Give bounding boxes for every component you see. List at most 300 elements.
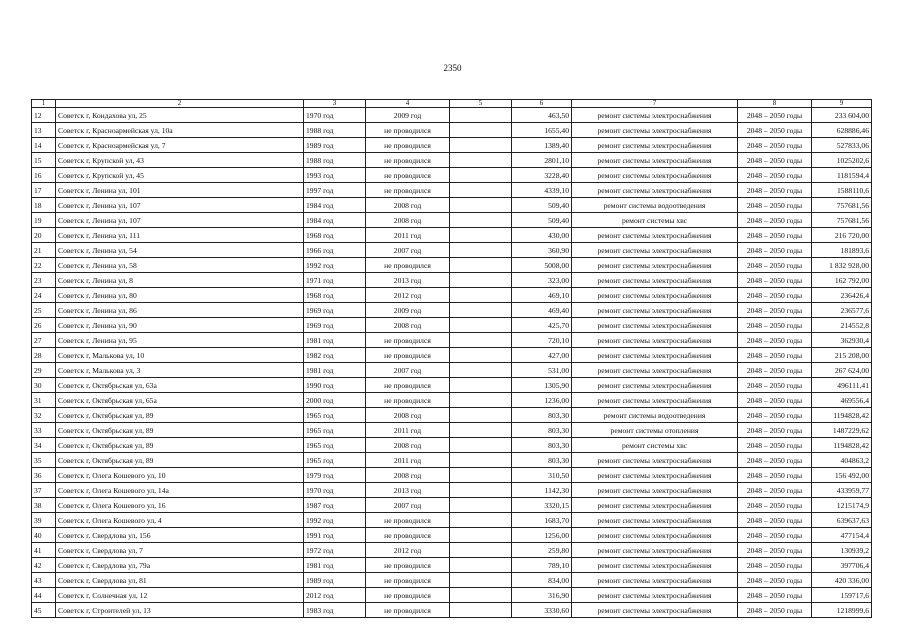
row-number: 41: [32, 543, 56, 558]
area-cell: 2801,10: [512, 153, 572, 168]
area-cell: 427,00: [512, 348, 572, 363]
cost-cell: 1588110,6: [812, 183, 872, 198]
build-year-cell: 1972 год: [304, 543, 366, 558]
blank-cell: [450, 348, 512, 363]
work-type-cell: ремонт системы электроснабжения: [572, 243, 738, 258]
build-year-cell: 1970 год: [304, 483, 366, 498]
period-cell: 2048 – 2050 годы: [738, 543, 812, 558]
work-type-cell: ремонт системы электроснабжения: [572, 258, 738, 273]
period-cell: 2048 – 2050 годы: [738, 213, 812, 228]
address-cell: Советск г, Крупской ул, 45: [56, 168, 304, 183]
period-cell: 2048 – 2050 годы: [738, 348, 812, 363]
blank-cell: [450, 333, 512, 348]
address-cell: Советск г, Олега Кошевого ул, 16: [56, 498, 304, 513]
area-cell: 803,30: [512, 453, 572, 468]
build-year-cell: 1981 год: [304, 333, 366, 348]
work-type-cell: ремонт системы хвс: [572, 213, 738, 228]
period-cell: 2048 – 2050 годы: [738, 573, 812, 588]
address-cell: Советск г, Ленина ул, 58: [56, 258, 304, 273]
table-row: [32, 288, 872, 303]
period-cell: 2048 – 2050 годы: [738, 108, 812, 123]
column-header: 1: [32, 100, 56, 108]
area-cell: 509,40: [512, 213, 572, 228]
row-number: 12: [32, 108, 56, 123]
last-repair-cell: 2008 год: [366, 438, 450, 453]
row-number: 23: [32, 273, 56, 288]
table-row: [32, 498, 872, 513]
cost-cell: 215 208,00: [812, 348, 872, 363]
build-year-cell: 1987 год: [304, 498, 366, 513]
build-year-cell: 1966 год: [304, 243, 366, 258]
area-cell: 803,30: [512, 423, 572, 438]
table-row: [32, 588, 872, 603]
last-repair-cell: 2013 год: [366, 273, 450, 288]
page-number: 2350: [443, 63, 462, 73]
area-cell: 1655,40: [512, 123, 572, 138]
area-cell: 469,40: [512, 303, 572, 318]
row-number: 13: [32, 123, 56, 138]
column-header: 4: [366, 100, 450, 108]
work-type-cell: ремонт системы электроснабжения: [572, 228, 738, 243]
address-cell: Советск г, Октябрьская ул, 89: [56, 423, 304, 438]
period-cell: 2048 – 2050 годы: [738, 123, 812, 138]
row-number: 35: [32, 453, 56, 468]
row-number: 45: [32, 603, 56, 618]
area-cell: 360,90: [512, 243, 572, 258]
work-type-cell: ремонт системы электроснабжения: [572, 573, 738, 588]
address-cell: Советск г, Крупской ул, 43: [56, 153, 304, 168]
last-repair-cell: 2007 год: [366, 243, 450, 258]
area-cell: 425,70: [512, 318, 572, 333]
column-header: 7: [572, 100, 738, 108]
blank-cell: [450, 378, 512, 393]
area-cell: 1389,40: [512, 138, 572, 153]
blank-cell: [450, 168, 512, 183]
build-year-cell: 2000 год: [304, 393, 366, 408]
blank-cell: [450, 603, 512, 618]
build-year-cell: 1965 год: [304, 438, 366, 453]
row-number: 37: [32, 483, 56, 498]
table-row: [32, 573, 872, 588]
table-row: [32, 303, 872, 318]
cost-cell: 1218999,6: [812, 603, 872, 618]
area-cell: 3228,40: [512, 168, 572, 183]
blank-cell: [450, 318, 512, 333]
address-cell: Советск г, Ленина ул, 107: [56, 198, 304, 213]
area-cell: 5008,00: [512, 258, 572, 273]
cost-cell: 1487229,62: [812, 423, 872, 438]
row-number: 28: [32, 348, 56, 363]
blank-cell: [450, 453, 512, 468]
table-row: [32, 318, 872, 333]
build-year-cell: 1979 год: [304, 468, 366, 483]
area-cell: 531,00: [512, 363, 572, 378]
build-year-cell: 1982 год: [304, 348, 366, 363]
build-year-cell: 1965 год: [304, 453, 366, 468]
work-type-cell: ремонт системы электроснабжения: [572, 513, 738, 528]
blank-cell: [450, 438, 512, 453]
build-year-cell: 1965 год: [304, 423, 366, 438]
last-repair-cell: 2008 год: [366, 318, 450, 333]
area-cell: 259,80: [512, 543, 572, 558]
last-repair-cell: не проводился: [366, 603, 450, 618]
blank-cell: [450, 423, 512, 438]
work-type-cell: ремонт системы электроснабжения: [572, 468, 738, 483]
address-cell: Советск г, Олега Кошевого ул, 10: [56, 468, 304, 483]
row-number: 44: [32, 588, 56, 603]
build-year-cell: 1989 год: [304, 573, 366, 588]
cost-cell: 477154,4: [812, 528, 872, 543]
last-repair-cell: 2007 год: [366, 363, 450, 378]
build-year-cell: 1968 год: [304, 288, 366, 303]
row-number: 43: [32, 573, 56, 588]
address-cell: Советск г, Ленина ул, 8: [56, 273, 304, 288]
row-number: 31: [32, 393, 56, 408]
row-number: 34: [32, 438, 56, 453]
last-repair-cell: не проводился: [366, 393, 450, 408]
row-number: 30: [32, 378, 56, 393]
table-row: [32, 393, 872, 408]
blank-cell: [450, 288, 512, 303]
build-year-cell: 1984 год: [304, 213, 366, 228]
table-row: [32, 558, 872, 573]
row-number: 18: [32, 198, 56, 213]
column-header: 3: [304, 100, 366, 108]
last-repair-cell: 2008 год: [366, 213, 450, 228]
cost-cell: 1194828,42: [812, 408, 872, 423]
build-year-cell: 1969 год: [304, 303, 366, 318]
blank-cell: [450, 213, 512, 228]
work-type-cell: ремонт системы электроснабжения: [572, 123, 738, 138]
cost-cell: 757681,56: [812, 198, 872, 213]
work-type-cell: ремонт системы водоотведения: [572, 408, 738, 423]
cost-cell: 628886,46: [812, 123, 872, 138]
period-cell: 2048 – 2050 годы: [738, 243, 812, 258]
build-year-cell: 1991 год: [304, 528, 366, 543]
table-row: [32, 483, 872, 498]
table-row: [32, 108, 872, 123]
address-cell: Советск г, Октябрьская ул, 89: [56, 453, 304, 468]
blank-cell: [450, 243, 512, 258]
last-repair-cell: не проводился: [366, 588, 450, 603]
period-cell: 2048 – 2050 годы: [738, 273, 812, 288]
table-row: [32, 528, 872, 543]
row-number: 32: [32, 408, 56, 423]
build-year-cell: 1971 год: [304, 273, 366, 288]
row-number: 25: [32, 303, 56, 318]
table-row: [32, 258, 872, 273]
cost-cell: 757681,56: [812, 213, 872, 228]
period-cell: 2048 – 2050 годы: [738, 318, 812, 333]
area-cell: 3330,60: [512, 603, 572, 618]
last-repair-cell: не проводился: [366, 558, 450, 573]
work-type-cell: ремонт системы электроснабжения: [572, 558, 738, 573]
table-row: [32, 138, 872, 153]
work-type-cell: ремонт системы электроснабжения: [572, 138, 738, 153]
address-cell: Советск г, Ленина ул, 54: [56, 243, 304, 258]
build-year-cell: 1988 год: [304, 153, 366, 168]
row-number: 42: [32, 558, 56, 573]
cost-cell: 639637,63: [812, 513, 872, 528]
row-number: 33: [32, 423, 56, 438]
blank-cell: [450, 408, 512, 423]
table-row: [32, 543, 872, 558]
work-type-cell: ремонт системы электроснабжения: [572, 153, 738, 168]
table-row: [32, 273, 872, 288]
period-cell: 2048 – 2050 годы: [738, 483, 812, 498]
period-cell: 2048 – 2050 годы: [738, 408, 812, 423]
table-row: [32, 423, 872, 438]
table-row: [32, 228, 872, 243]
area-cell: 1256,00: [512, 528, 572, 543]
cost-cell: 362930,4: [812, 333, 872, 348]
row-number: 14: [32, 138, 56, 153]
build-year-cell: 1965 год: [304, 408, 366, 423]
area-cell: 720,10: [512, 333, 572, 348]
cost-cell: 1181594,4: [812, 168, 872, 183]
table-row: [32, 408, 872, 423]
cost-cell: 162 792,00: [812, 273, 872, 288]
column-header: 2: [56, 100, 304, 108]
address-cell: Советск г, Октябрьская ул, 89: [56, 408, 304, 423]
build-year-cell: 1969 год: [304, 318, 366, 333]
table-row: [32, 438, 872, 453]
blank-cell: [450, 138, 512, 153]
address-cell: Советск г, Ленина ул, 95: [56, 333, 304, 348]
cost-cell: 404863,2: [812, 453, 872, 468]
row-number: 27: [32, 333, 56, 348]
table-row: [32, 333, 872, 348]
period-cell: 2048 – 2050 годы: [738, 378, 812, 393]
cost-cell: 397706,4: [812, 558, 872, 573]
blank-cell: [450, 363, 512, 378]
work-type-cell: ремонт системы электроснабжения: [572, 603, 738, 618]
work-type-cell: ремонт системы электроснабжения: [572, 318, 738, 333]
period-cell: 2048 – 2050 годы: [738, 468, 812, 483]
last-repair-cell: 2011 год: [366, 423, 450, 438]
blank-cell: [450, 198, 512, 213]
blank-cell: [450, 513, 512, 528]
period-cell: 2048 – 2050 годы: [738, 603, 812, 618]
column-header: 6: [512, 100, 572, 108]
area-cell: 1305,90: [512, 378, 572, 393]
row-number: 19: [32, 213, 56, 228]
period-cell: 2048 – 2050 годы: [738, 438, 812, 453]
last-repair-cell: 2012 год: [366, 543, 450, 558]
area-cell: 1683,70: [512, 513, 572, 528]
address-cell: Советск г, Кондахова ул, 25: [56, 108, 304, 123]
area-cell: 803,30: [512, 438, 572, 453]
blank-cell: [450, 558, 512, 573]
build-year-cell: 1981 год: [304, 363, 366, 378]
blank-cell: [450, 543, 512, 558]
work-type-cell: ремонт системы электроснабжения: [572, 303, 738, 318]
last-repair-cell: не проводился: [366, 138, 450, 153]
last-repair-cell: не проводился: [366, 573, 450, 588]
last-repair-cell: не проводился: [366, 348, 450, 363]
table-row: [32, 168, 872, 183]
period-cell: 2048 – 2050 годы: [738, 168, 812, 183]
work-type-cell: ремонт системы отопления: [572, 423, 738, 438]
build-year-cell: 1970 год: [304, 108, 366, 123]
row-number: 39: [32, 513, 56, 528]
table-row: [32, 243, 872, 258]
table-row: [32, 378, 872, 393]
cost-cell: 236577,6: [812, 303, 872, 318]
cost-cell: 156 492,00: [812, 468, 872, 483]
table-row: [32, 123, 872, 138]
row-number: 17: [32, 183, 56, 198]
blank-cell: [450, 153, 512, 168]
blank-cell: [450, 468, 512, 483]
address-cell: Советск г, Ленина ул, 101: [56, 183, 304, 198]
area-cell: 323,00: [512, 273, 572, 288]
work-type-cell: ремонт системы электроснабжения: [572, 108, 738, 123]
table-row: [32, 513, 872, 528]
period-cell: 2048 – 2050 годы: [738, 258, 812, 273]
last-repair-cell: 2009 год: [366, 303, 450, 318]
work-type-cell: ремонт системы хвс: [572, 438, 738, 453]
cost-cell: 496111,41: [812, 378, 872, 393]
last-repair-cell: 2011 год: [366, 453, 450, 468]
table-row: [32, 183, 872, 198]
last-repair-cell: 2008 год: [366, 408, 450, 423]
period-cell: 2048 – 2050 годы: [738, 363, 812, 378]
last-repair-cell: не проводился: [366, 123, 450, 138]
cost-cell: 469556,4: [812, 393, 872, 408]
work-type-cell: ремонт системы электроснабжения: [572, 288, 738, 303]
address-cell: Советск г, Малькова ул, 3: [56, 363, 304, 378]
blank-cell: [450, 273, 512, 288]
period-cell: 2048 – 2050 годы: [738, 333, 812, 348]
build-year-cell: 1989 год: [304, 138, 366, 153]
row-number: 20: [32, 228, 56, 243]
work-type-cell: ремонт системы электроснабжения: [572, 498, 738, 513]
row-number: 15: [32, 153, 56, 168]
area-cell: 4339,10: [512, 183, 572, 198]
area-cell: 1236,00: [512, 393, 572, 408]
last-repair-cell: не проводился: [366, 183, 450, 198]
blank-cell: [450, 183, 512, 198]
column-header: 9: [812, 100, 872, 108]
work-type-cell: ремонт системы электроснабжения: [572, 183, 738, 198]
area-cell: 789,10: [512, 558, 572, 573]
address-cell: Советск г, Красноармейская ул, 7: [56, 138, 304, 153]
cost-cell: 1194828,42: [812, 438, 872, 453]
table-row: [32, 453, 872, 468]
work-type-cell: ремонт системы электроснабжения: [572, 168, 738, 183]
column-number-row: [32, 100, 872, 108]
period-cell: 2048 – 2050 годы: [738, 393, 812, 408]
period-cell: 2048 – 2050 годы: [738, 498, 812, 513]
last-repair-cell: не проводился: [366, 153, 450, 168]
row-number: 40: [32, 528, 56, 543]
cost-cell: 214552,8: [812, 318, 872, 333]
build-year-cell: 1992 год: [304, 258, 366, 273]
last-repair-cell: не проводился: [366, 168, 450, 183]
period-cell: 2048 – 2050 годы: [738, 153, 812, 168]
cost-cell: 433959,77: [812, 483, 872, 498]
address-cell: Советск г, Малькова ул, 10: [56, 348, 304, 363]
last-repair-cell: не проводился: [366, 258, 450, 273]
address-cell: Советск г, Ленина ул, 80: [56, 288, 304, 303]
last-repair-cell: 2007 год: [366, 498, 450, 513]
blank-cell: [450, 303, 512, 318]
address-cell: Советск г, Солнечная ул, 12: [56, 588, 304, 603]
address-cell: Советск г, Ленина ул, 107: [56, 213, 304, 228]
period-cell: 2048 – 2050 годы: [738, 423, 812, 438]
last-repair-cell: 2013 год: [366, 483, 450, 498]
address-cell: Советск г, Ленина ул, 86: [56, 303, 304, 318]
address-cell: Советск г, Красноармейская ул, 10а: [56, 123, 304, 138]
row-number: 24: [32, 288, 56, 303]
area-cell: 463,50: [512, 108, 572, 123]
work-type-cell: ремонт системы электроснабжения: [572, 348, 738, 363]
period-cell: 2048 – 2050 годы: [738, 288, 812, 303]
work-type-cell: ремонт системы электроснабжения: [572, 393, 738, 408]
cost-cell: 527833,06: [812, 138, 872, 153]
address-cell: Советск г, Свердлова ул, 79а: [56, 558, 304, 573]
table-row: [32, 153, 872, 168]
cost-cell: 181893,6: [812, 243, 872, 258]
period-cell: 2048 – 2050 годы: [738, 558, 812, 573]
work-type-cell: ремонт системы электроснабжения: [572, 528, 738, 543]
address-cell: Советск г, Строителей ул, 13: [56, 603, 304, 618]
cost-cell: 236426,4: [812, 288, 872, 303]
build-year-cell: 1997 год: [304, 183, 366, 198]
area-cell: 430,00: [512, 228, 572, 243]
period-cell: 2048 – 2050 годы: [738, 588, 812, 603]
blank-cell: [450, 588, 512, 603]
last-repair-cell: 2012 год: [366, 288, 450, 303]
period-cell: 2048 – 2050 годы: [738, 138, 812, 153]
work-type-cell: ремонт системы электроснабжения: [572, 363, 738, 378]
period-cell: 2048 – 2050 годы: [738, 198, 812, 213]
blank-cell: [450, 108, 512, 123]
blank-cell: [450, 393, 512, 408]
table-row: [32, 603, 872, 618]
address-cell: Советск г, Октябрьская ул, 65а: [56, 393, 304, 408]
cost-cell: 267 624,00: [812, 363, 872, 378]
area-cell: 310,50: [512, 468, 572, 483]
column-header: 5: [450, 100, 512, 108]
address-cell: Советск г, Ленина ул, 111: [56, 228, 304, 243]
cost-cell: 233 604,00: [812, 108, 872, 123]
build-year-cell: 1968 год: [304, 228, 366, 243]
period-cell: 2048 – 2050 годы: [738, 183, 812, 198]
work-type-cell: ремонт системы водоотведения: [572, 198, 738, 213]
build-year-cell: 1984 год: [304, 198, 366, 213]
cost-cell: 1025202,6: [812, 153, 872, 168]
table-row: [32, 198, 872, 213]
blank-cell: [450, 573, 512, 588]
last-repair-cell: не проводился: [366, 333, 450, 348]
blank-cell: [450, 258, 512, 273]
area-cell: 316,90: [512, 588, 572, 603]
build-year-cell: 1990 год: [304, 378, 366, 393]
row-number: 16: [32, 168, 56, 183]
last-repair-cell: 2008 год: [366, 468, 450, 483]
address-cell: Советск г, Октябрьская ул, 63а: [56, 378, 304, 393]
last-repair-cell: не проводился: [366, 378, 450, 393]
address-cell: Советск г, Ленина ул, 90: [56, 318, 304, 333]
row-number: 22: [32, 258, 56, 273]
row-number: 36: [32, 468, 56, 483]
cost-cell: 159717,6: [812, 588, 872, 603]
cost-cell: 1 832 928,00: [812, 258, 872, 273]
row-number: 21: [32, 243, 56, 258]
repair-schedule-table: [31, 99, 872, 618]
